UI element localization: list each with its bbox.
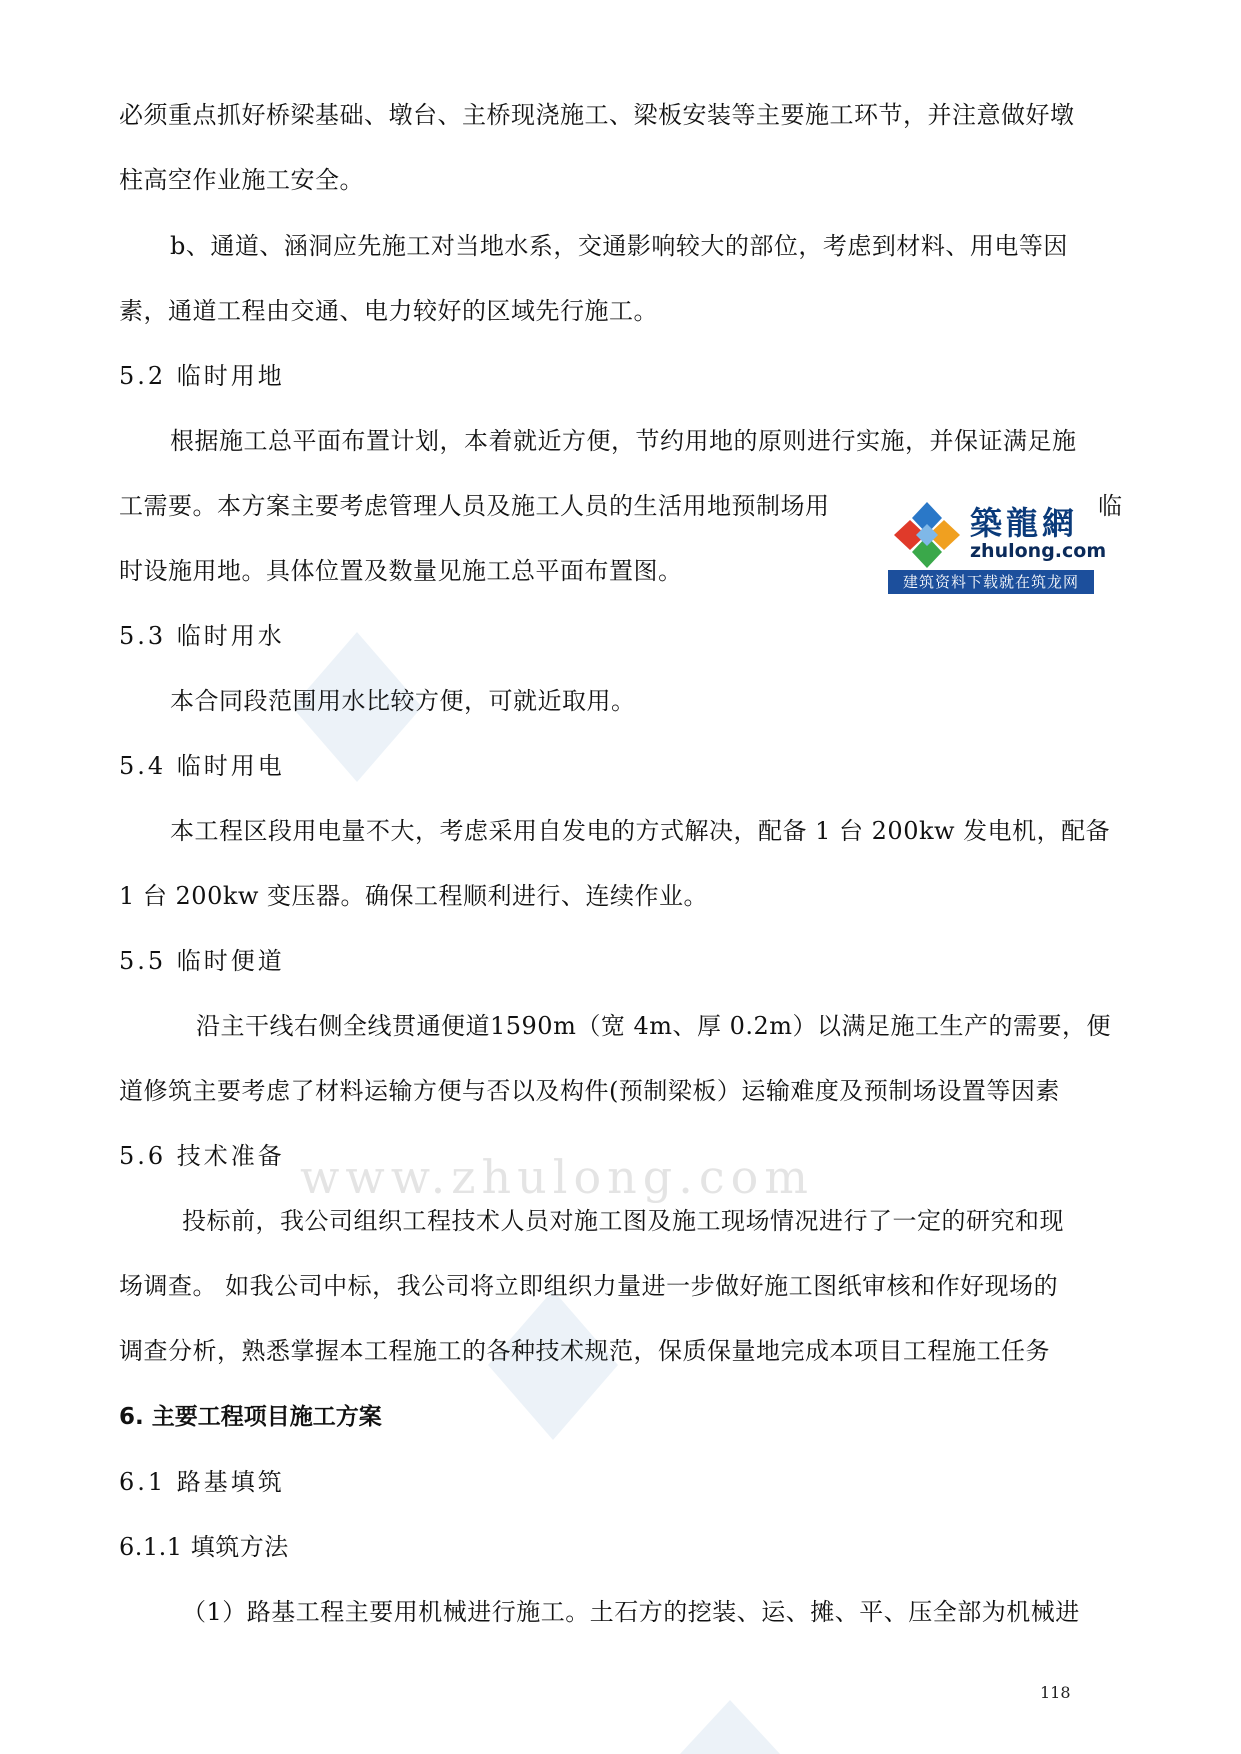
section-heading-5-4: 5.4 临时用电 (119, 752, 285, 780)
logo-chinese-name: 築龍網 (970, 504, 1079, 542)
text-line-12: 本工程区段用电量不大，考虑采用自发电的方式解决，配备 1 台 200kw 发电机，配备 (170, 817, 1111, 845)
text-line-2: 柱高空作业施工安全。 (119, 166, 364, 194)
watermark-diamond-3 (680, 1700, 780, 1754)
logo-domain: zhulong.com (970, 540, 1107, 562)
section-heading-5-5: 5.5 临时便道 (119, 947, 285, 975)
chapter-heading-6: 6. 主要工程项目施工方案 (119, 1404, 382, 1430)
text-line-7: 工需要。本方案主要考虑管理人员及施工人员的生活用地预制场用 (119, 492, 830, 520)
text-line-15: 沿主干线右侧全线贯通便道1590m（宽 4m、厚 0.2m）以满足施工生产的需要，便 (196, 1012, 1112, 1040)
logo-mark-icon (892, 500, 962, 570)
text-line-6: 根据施工总平面布置计划，本着就近方便，节约用地的原则进行实施，并保证满足施 (170, 427, 1077, 455)
text-line-16: 道修筑主要考虑了材料运输方便与否以及构件(预制梁板）运输难度及预制场设置等因素 (119, 1077, 1060, 1105)
section-heading-5-6: 5.6 技术准备 (119, 1142, 285, 1170)
section-heading-5-3: 5.3 临时用水 (119, 622, 285, 650)
text-line-10: 本合同段范围用水比较方便，可就近取用。 (170, 687, 636, 715)
section-heading-5-2: 5.2 临时用地 (119, 362, 285, 390)
logo-tagline: 建筑资料下载就在筑龙网 (888, 570, 1094, 594)
section-heading-6-1: 6.1 路基填筑 (119, 1468, 285, 1496)
text-line-8: 时设施用地。具体位置及数量见施工总平面布置图。 (119, 557, 683, 585)
text-line-19: 场调查。 如我公司中标，我公司将立即组织力量进一步做好施工图纸审核和作好现场的 (119, 1272, 1059, 1300)
zhulong-logo (888, 496, 1107, 596)
text-line-1: 必须重点抓好桥梁基础、墩台、主桥现浇施工、梁板安装等主要施工环节，并注意做好墩 (119, 101, 1075, 129)
text-line-20: 调查分析，熟悉掌握本工程施工的各种技术规范，保质保量地完成本项目工程施工任务 (119, 1337, 1050, 1365)
watermark-text: www.zhulong.com (300, 1150, 814, 1204)
text-line-24: （1）路基工程主要用机械进行施工。土石方的挖装、运、摊、平、压全部为机械进 (182, 1598, 1080, 1626)
page-number: 118 (1040, 1683, 1071, 1702)
text-line-4: 素，通道工程由交通、电力较好的区域先行施工。 (119, 297, 658, 325)
text-line-18: 投标前，我公司组织工程技术人员对施工图及施工现场情况进行了一定的研究和现 (182, 1207, 1064, 1235)
section-heading-6-1-1: 6.1.1 填筑方法 (119, 1533, 289, 1561)
text-line-7-end: 临 (1098, 492, 1123, 520)
text-line-13: 1 台 200kw 变压器。确保工程顺利进行、连续作业。 (119, 882, 709, 910)
text-line-3: b、通道、涵洞应先施工对当地水系，交通影响较大的部位，考虑到材料、用电等因 (170, 232, 1068, 260)
